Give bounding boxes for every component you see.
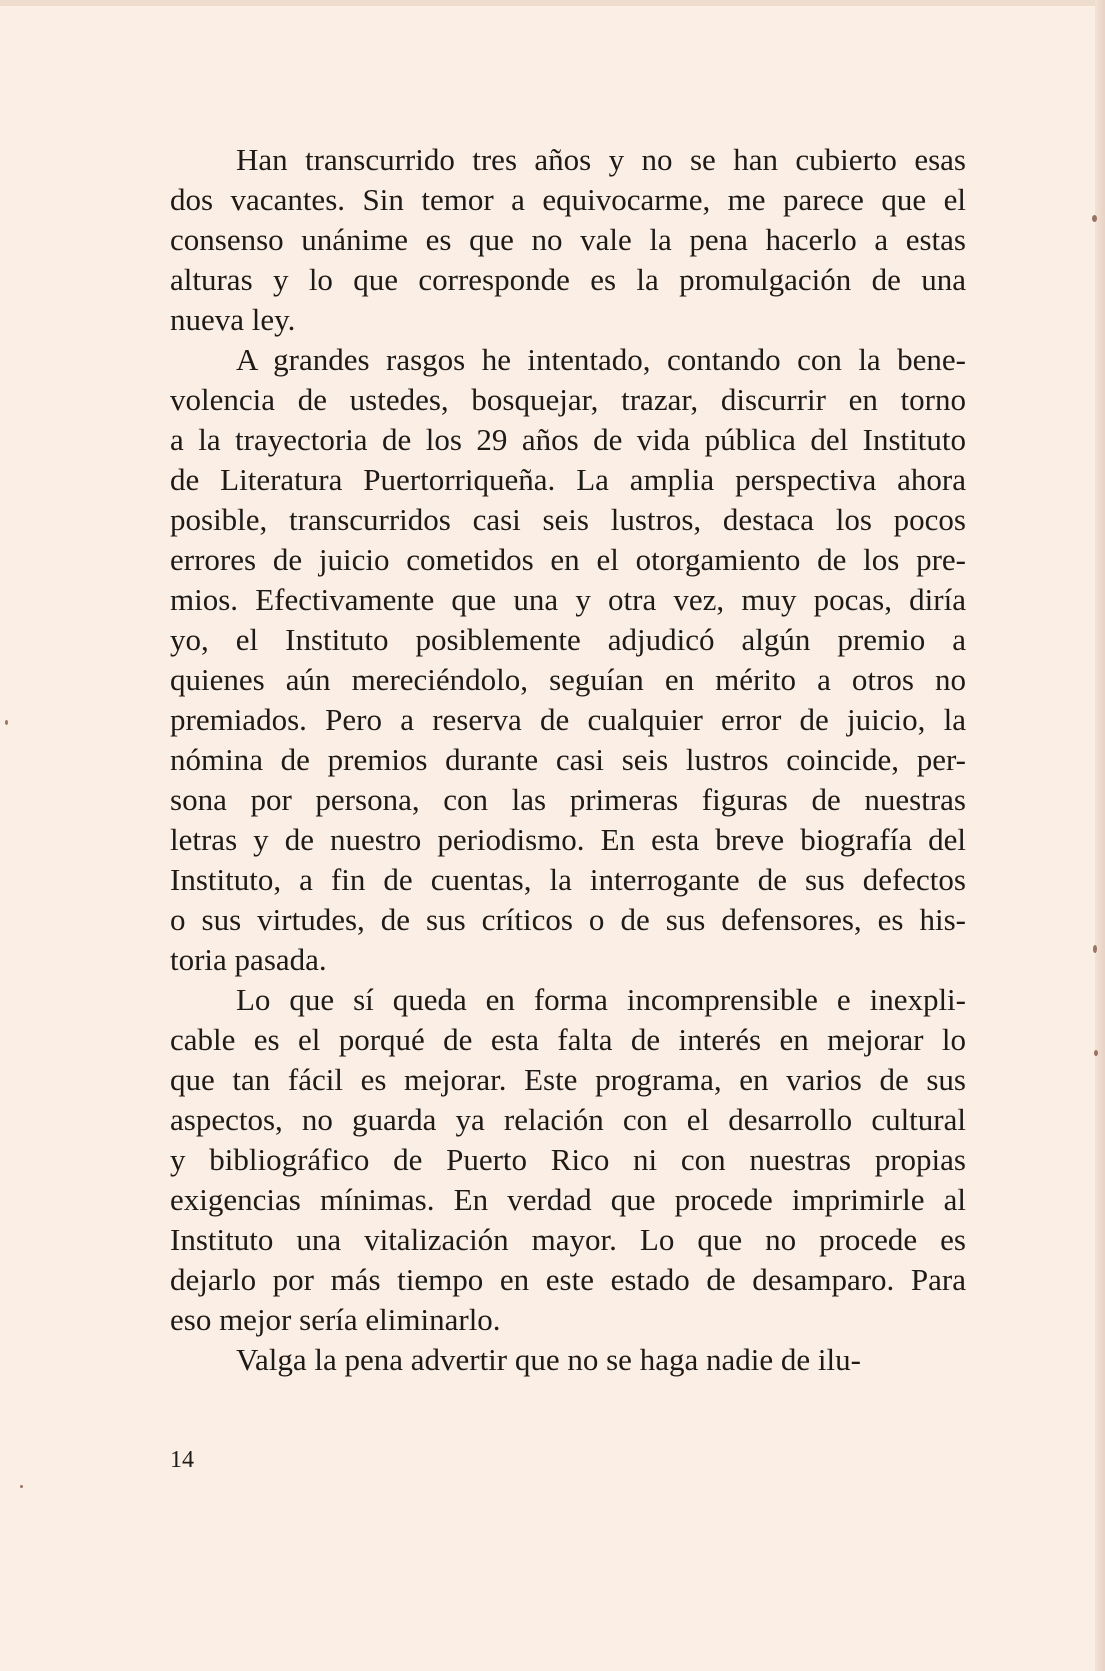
text-line: aspectos, no guarda ya relación con el desarrollo cultural: [170, 1102, 966, 1137]
text-line: mios. Efectivamente que una y otra vez, muy pocas, diría: [170, 582, 966, 617]
text-line: Valga la pena advertir que no se haga nadie de ilu-: [236, 1342, 861, 1377]
paragraph: [170, 340, 966, 980]
page-edge-top: [0, 0, 1105, 6]
paper-speck: [20, 1485, 23, 1488]
text-line: exigencias mínimas. En verdad que procede imprimirle al: [170, 1182, 966, 1217]
text-line: dejarlo por más tiempo en este estado de desamparo. Para: [170, 1262, 966, 1297]
text-line: alturas y lo que corresponde es la promulgación de una: [170, 262, 966, 297]
text-line: eso mejor sería eliminarlo.: [170, 1302, 501, 1337]
text-line: Han transcurrido tres años y no se han cubierto esas: [236, 142, 966, 177]
text-line: a la trayectoria de los 29 años de vida pública del Instituto: [170, 422, 966, 457]
paper-speck: [1092, 215, 1097, 222]
text-line: nómina de premios durante casi seis lustros coincide, per-: [170, 742, 966, 777]
text-line: o sus virtudes, de sus críticos o de sus defensores, es his-: [170, 902, 966, 937]
paragraph: [170, 980, 966, 1340]
text-line: errores de juicio cometidos en el otorgamiento de los pre-: [170, 542, 966, 577]
paragraph: [170, 140, 966, 340]
text-line: Lo que sí queda en forma incomprensible e inexpli-: [236, 982, 966, 1017]
body-text: [170, 140, 966, 1380]
paper-speck: [5, 720, 8, 725]
paragraph: [170, 1340, 966, 1380]
text-line: Instituto, a fin de cuentas, la interrogante de sus defectos: [170, 862, 966, 897]
text-line: dos vacantes. Sin temor a equivocarme, me parece que el: [170, 182, 966, 217]
paper-speck: [1093, 945, 1097, 953]
text-line: cable es el porqué de esta falta de interés en mejorar lo: [170, 1022, 966, 1057]
text-line: consenso unánime es que no vale la pena hacerlo a estas: [170, 222, 966, 257]
text-line: yo, el Instituto posiblemente adjudicó algún premio a: [170, 622, 966, 657]
text-line: de Literatura Puertorriqueña. La amplia perspectiva ahora: [170, 462, 966, 497]
text-line: y bibliográfico de Puerto Rico ni con nuestras propias: [170, 1142, 966, 1177]
text-line: posible, transcurridos casi seis lustros, destaca los pocos: [170, 502, 966, 537]
page-number: 14: [170, 1447, 194, 1473]
text-line: quienes aún mereciéndolo, seguían en mérito a otros no: [170, 662, 966, 697]
text-line: volencia de ustedes, bosquejar, trazar, discurrir en torno: [170, 382, 966, 417]
text-line: A grandes rasgos he intentado, contando con la bene-: [236, 342, 966, 377]
text-line: nueva ley.: [170, 302, 296, 337]
text-line: que tan fácil es mejorar. Este programa, en varios de sus: [170, 1062, 966, 1097]
text-line: toria pasada.: [170, 942, 327, 977]
text-line: letras y de nuestro periodismo. En esta breve biografía del: [170, 822, 966, 857]
page-edge-right: [1095, 0, 1105, 1671]
text-line: sona por persona, con las primeras figuras de nuestras: [170, 782, 966, 817]
text-line: premiados. Pero a reserva de cualquier error de juicio, la: [170, 702, 966, 737]
paper-speck: [1094, 1050, 1098, 1056]
text-line: Instituto una vitalización mayor. Lo que no procede es: [170, 1222, 966, 1257]
